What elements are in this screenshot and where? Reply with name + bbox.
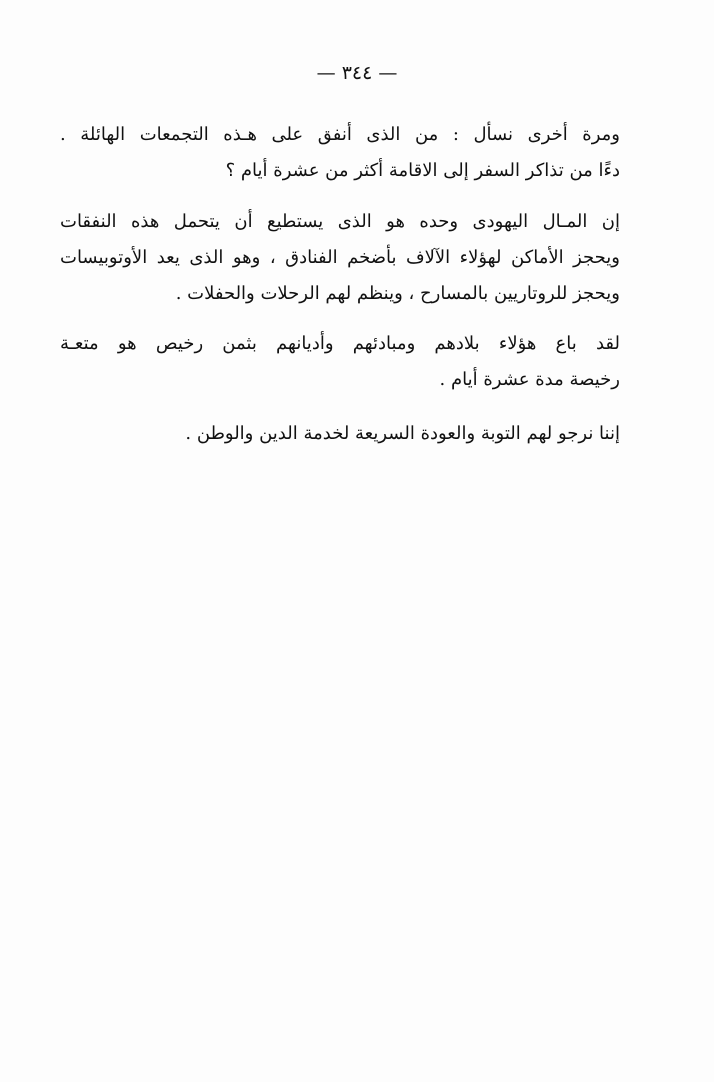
text-line: دءًا من تذاكر السفر إلى الاقامة أكثر من عشرة أيام ؟ — [225, 160, 620, 181]
text-line: ويحجز الأماكن لهؤلاء الآلاف بأضخم الفنادق ، وهو الذى يعد الأوتوبيسات — [60, 247, 620, 268]
page-number: — ٣٤٤ — — [316, 62, 398, 84]
paragraph-1 — [60, 117, 620, 189]
text-line: رخيصة مدة عشرة أيام . — [439, 369, 620, 390]
text-line: إننا نرجو لهم التوبة والعودة السريعة لخدمة الدين والوطن . — [185, 423, 620, 444]
text-line: ومرة أخرى نسأل : من الذى أنفق على هـذه التجمعات الهائلة . — [60, 124, 620, 145]
text-line: ويحجز للروتاريين بالمسارح ، وينظم لهم الرحلات والحفلات . — [175, 283, 620, 304]
text-line: لقد باع هؤلاء بلادهم ومبادئهم وأديانهم بثمن رخيص هو متعـة — [60, 333, 621, 354]
paragraph-2 — [60, 204, 620, 312]
paragraph-3 — [60, 326, 620, 398]
paragraph-4 — [60, 416, 620, 452]
text-line: إن المـال اليهودى وحده هو الذى يستطيع أن يتحمل هذه النفقات — [60, 211, 620, 232]
